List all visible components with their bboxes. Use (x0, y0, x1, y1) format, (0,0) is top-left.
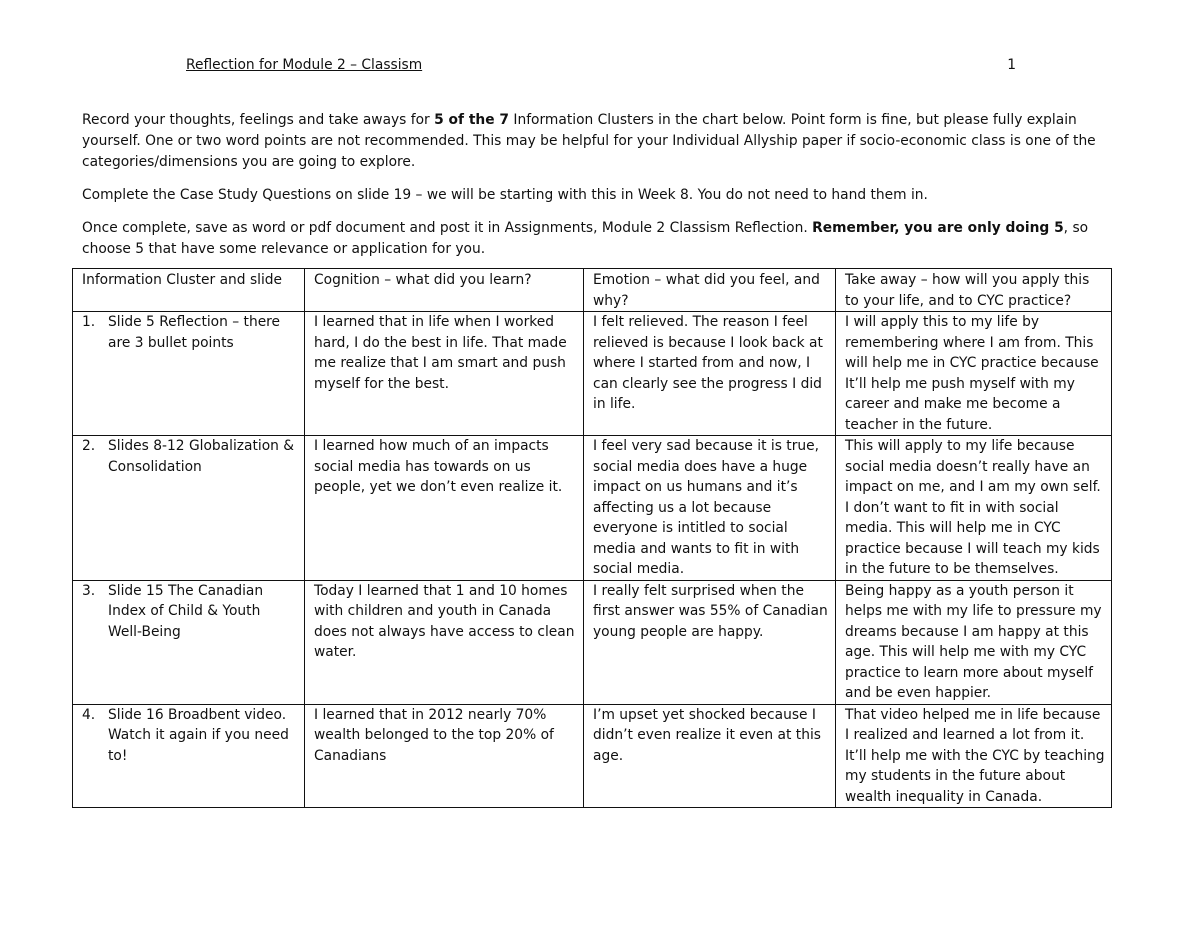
column-header-emotion: Emotion – what did you feel, and why? (584, 269, 836, 312)
instruction-text: , so choose 5 that have some relevance or application for you. (82, 220, 1089, 257)
table-row (73, 580, 1112, 704)
row-number: 4. (82, 706, 96, 723)
emotion-cell: I really felt surprised when the first answer was 55% of Canadian young people are happy. (584, 580, 836, 704)
column-header-cognition: Cognition – what did you learn? (305, 269, 584, 312)
row-number: 3. (82, 582, 96, 599)
instruction-text: Information Clusters in the chart below. Point form is fine, but please fully explain yourself. One or two word points are not recommended. This may be helpful for your Individual Allyship paper if socio-economic class is one of the categories/dimensions you are going to explore. (82, 112, 1096, 170)
instruction-emphasis: Remember, you are only doing 5 (812, 220, 1064, 236)
cognition-cell: Today I learned that 1 and 10 homes with children and youth in Canada does not always have access to clean water. (305, 580, 584, 704)
table-row (73, 704, 1112, 808)
cognition-cell: I learned that in 2012 nearly 70% wealth belonged to the top 20% of Canadians (305, 704, 584, 808)
instruction-emphasis: 5 of the 7 (434, 112, 509, 128)
instruction-paragraph-3 (82, 218, 1122, 260)
page-header (186, 57, 1016, 77)
cluster-text: Slide 5 Reflection – there are 3 bullet points (108, 314, 281, 351)
instruction-paragraph-2: Complete the Case Study Questions on slide 19 – we will be starting with this in Week 8. You do not need to hand them in. (82, 187, 928, 203)
instruction-text: Record your thoughts, feelings and take aways for (82, 112, 435, 128)
column-header-cluster: Information Cluster and slide (73, 269, 305, 312)
table-row (73, 436, 1112, 581)
instructions (82, 110, 1122, 272)
takeaway-cell: This will apply to my life because social media doesn’t really have an impact on me, and I am my own self. I don’t want to fit in with social media. This will help me in CYC practice because I will teach my kids in the future to be themselves. (836, 436, 1112, 581)
instruction-text: Once complete, save as word or pdf document and post it in Assignments, Module 2 Classism Reflection. (82, 220, 813, 236)
cluster-text: Slide 16 Broadbent video. Watch it again if you need to! (108, 706, 289, 764)
reflection-table (72, 268, 1112, 808)
cluster-text: Slide 15 The Canadian Index of Child & Youth Well-Being (108, 582, 264, 640)
document-title: Reflection for Module 2 – Classism (186, 57, 423, 73)
takeaway-cell: Being happy as a youth person it helps me with my life to pressure my dreams because I am happy at this age. This will help me with my CYC practice to learn more about myself and be even happier. (836, 580, 1112, 704)
instruction-paragraph-1 (82, 110, 1122, 173)
cluster-cell (73, 312, 305, 436)
takeaway-cell: That video helped me in life because I realized and learned a lot from it. It’ll help me with the CYC by teaching my students in the future about wealth inequality in Canada. (836, 704, 1112, 808)
cognition-cell: I learned how much of an impacts social media has towards on us people, yet we don’t even realize it. (305, 436, 584, 581)
page-number: 1 (1007, 57, 1016, 73)
row-number: 1. (82, 314, 96, 330)
table-row (73, 312, 1112, 436)
emotion-cell: I feel very sad because it is true, social media does have a huge impact on us humans and it’s affecting us a lot because everyone is intitled to social media and wants to fit in with social media. (584, 436, 836, 581)
cognition-cell: I learned that in life when I worked hard, I do the best in life. That made me realize that I am smart and push myself for the best. (305, 312, 584, 436)
takeaway-cell: I will apply this to my life by remembering where I am from. This will help me in CYC practice because It’ll help me push myself with my career and make me become a teacher in the future. (836, 312, 1112, 436)
cluster-cell (73, 580, 305, 704)
emotion-cell: I felt relieved. The reason I feel relieved is because I look back at where I started from and now, I can clearly see the progress I did in life. (584, 312, 836, 436)
cluster-text: Slides 8-12 Globalization & Consolidation (108, 438, 295, 475)
row-number: 2. (82, 438, 96, 454)
emotion-cell: I’m upset yet shocked because I didn’t even realize it even at this age. (584, 704, 836, 808)
cluster-cell (73, 436, 305, 581)
cluster-cell (73, 704, 305, 808)
column-header-takeaway: Take away – how will you apply this to your life, and to CYC practice? (836, 269, 1112, 312)
table-header-row (73, 269, 1112, 312)
